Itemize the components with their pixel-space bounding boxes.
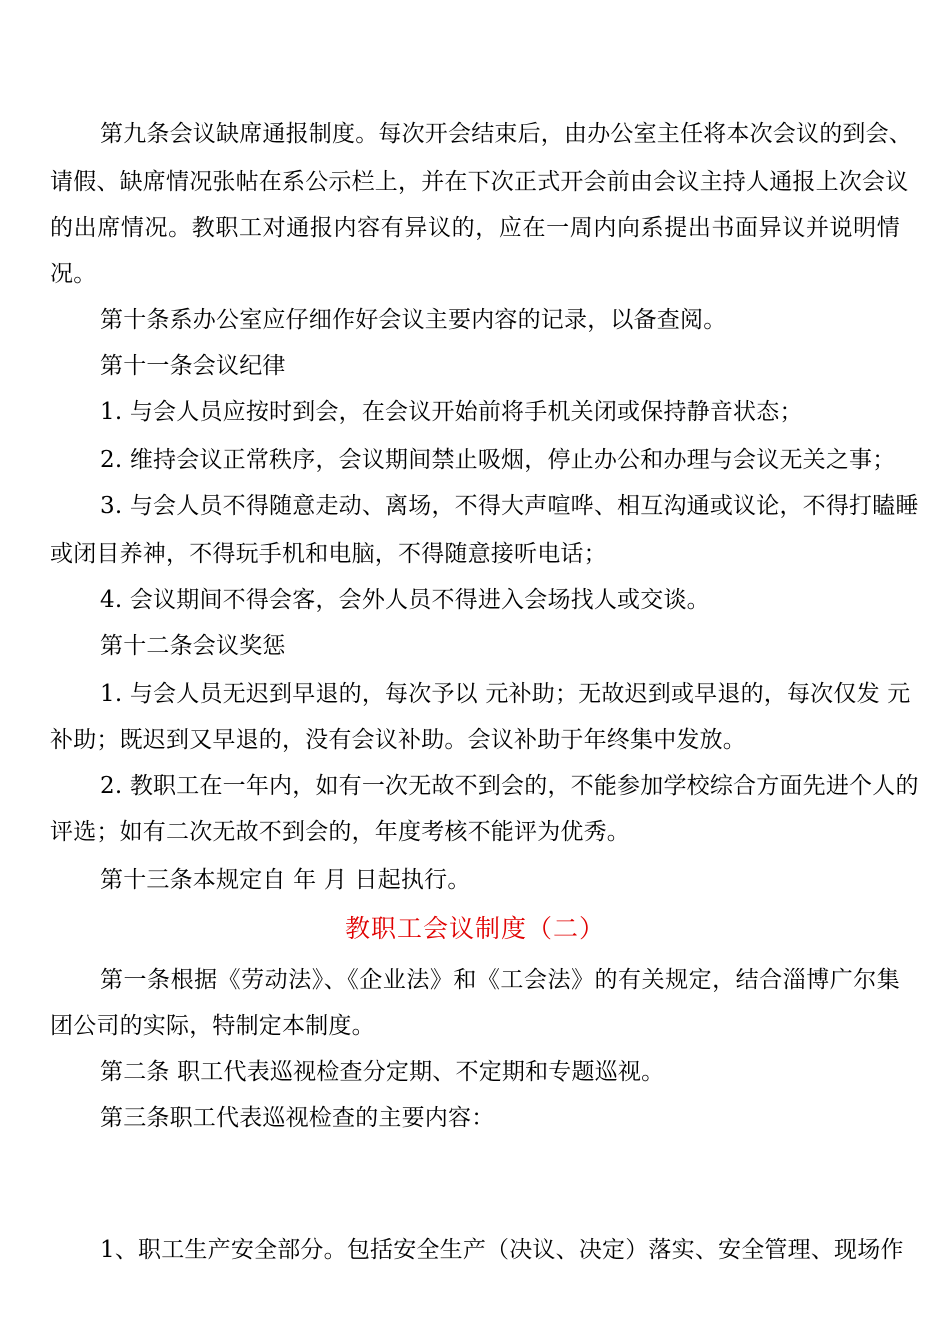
article-12-item-1-line-2: 补助；既迟到又早退的，没有会议补助。会议补助于年终集中发放。 xyxy=(50,727,746,753)
section-title: 教职工会议制度（二） xyxy=(344,914,605,943)
article-9-line-3: 的出席情况。教职工对通报内容有异议的，应在一周内向系提出书面异议并说明情 xyxy=(50,215,900,241)
article-11-item-3-line-1: 3. 与会人员不得随意走动、离场，不得大声喧哗、相互沟通或议论，不得打瞌睡 xyxy=(100,493,919,519)
article-12-item-2-line-1: 2. 教职工在一年内，如有一次无故不到会的，不能参加学校综合方面先进个人的 xyxy=(100,773,919,799)
article-9-line-2: 请假、缺席情况张帖在系公示栏上，并在下次正式开会前由会议主持人通报上次会议 xyxy=(50,169,909,195)
article-12-item-1-line-1: 1. 与会人员无迟到早退的，每次予以 元补助；无故迟到或早退的，每次仅发 元 xyxy=(100,681,911,707)
article-12-heading: 第十二条会议奖惩 xyxy=(100,633,286,659)
section-2-item-1: 1、职工生产安全部分。包括安全生产（决议、决定）落实、安全管理、现场作 xyxy=(100,1237,904,1263)
article-11-item-3-line-2: 或闭目养神，不得玩手机和电脑，不得随意接听电话； xyxy=(50,541,607,567)
article-11-heading: 第十一条会议纪律 xyxy=(100,353,286,379)
article-11-item-1: 1. 与会人员应按时到会，在会议开始前将手机关闭或保持静音状态； xyxy=(100,399,803,425)
section-2-article-3: 第三条职工代表巡视检查的主要内容： xyxy=(100,1105,495,1131)
article-10: 第十条系办公室应仔细作好会议主要内容的记录，以备查阅。 xyxy=(100,307,727,333)
section-2-article-1-line-2: 团公司的实际，特制定本制度。 xyxy=(50,1013,375,1039)
article-9-line-1: 第九条会议缺席通报制度。每次开会结束后，由办公室主任将本次会议的到会、 xyxy=(100,121,912,147)
article-11-item-2: 2. 维持会议正常秩序，会议期间禁止吸烟，停止办公和办理与会议无关之事； xyxy=(100,447,896,473)
article-9-line-4: 况。 xyxy=(50,261,97,287)
article-12-item-2-line-2: 评选；如有二次无故不到会的，年度考核不能评为优秀。 xyxy=(50,819,630,845)
article-13: 第十三条本规定自 年 月 日起执行。 xyxy=(100,867,471,893)
article-11-item-4: 4. 会议期间不得会客，会外人员不得进入会场找人或交谈。 xyxy=(100,587,710,613)
section-2-article-2: 第二条 职工代表巡视检查分定期、不定期和专题巡视。 xyxy=(100,1059,665,1085)
section-2-article-1-line-1: 第一条根据《劳动法》、《企业法》和《工会法》的有关规定，结合淄博广尔集 xyxy=(100,967,900,993)
